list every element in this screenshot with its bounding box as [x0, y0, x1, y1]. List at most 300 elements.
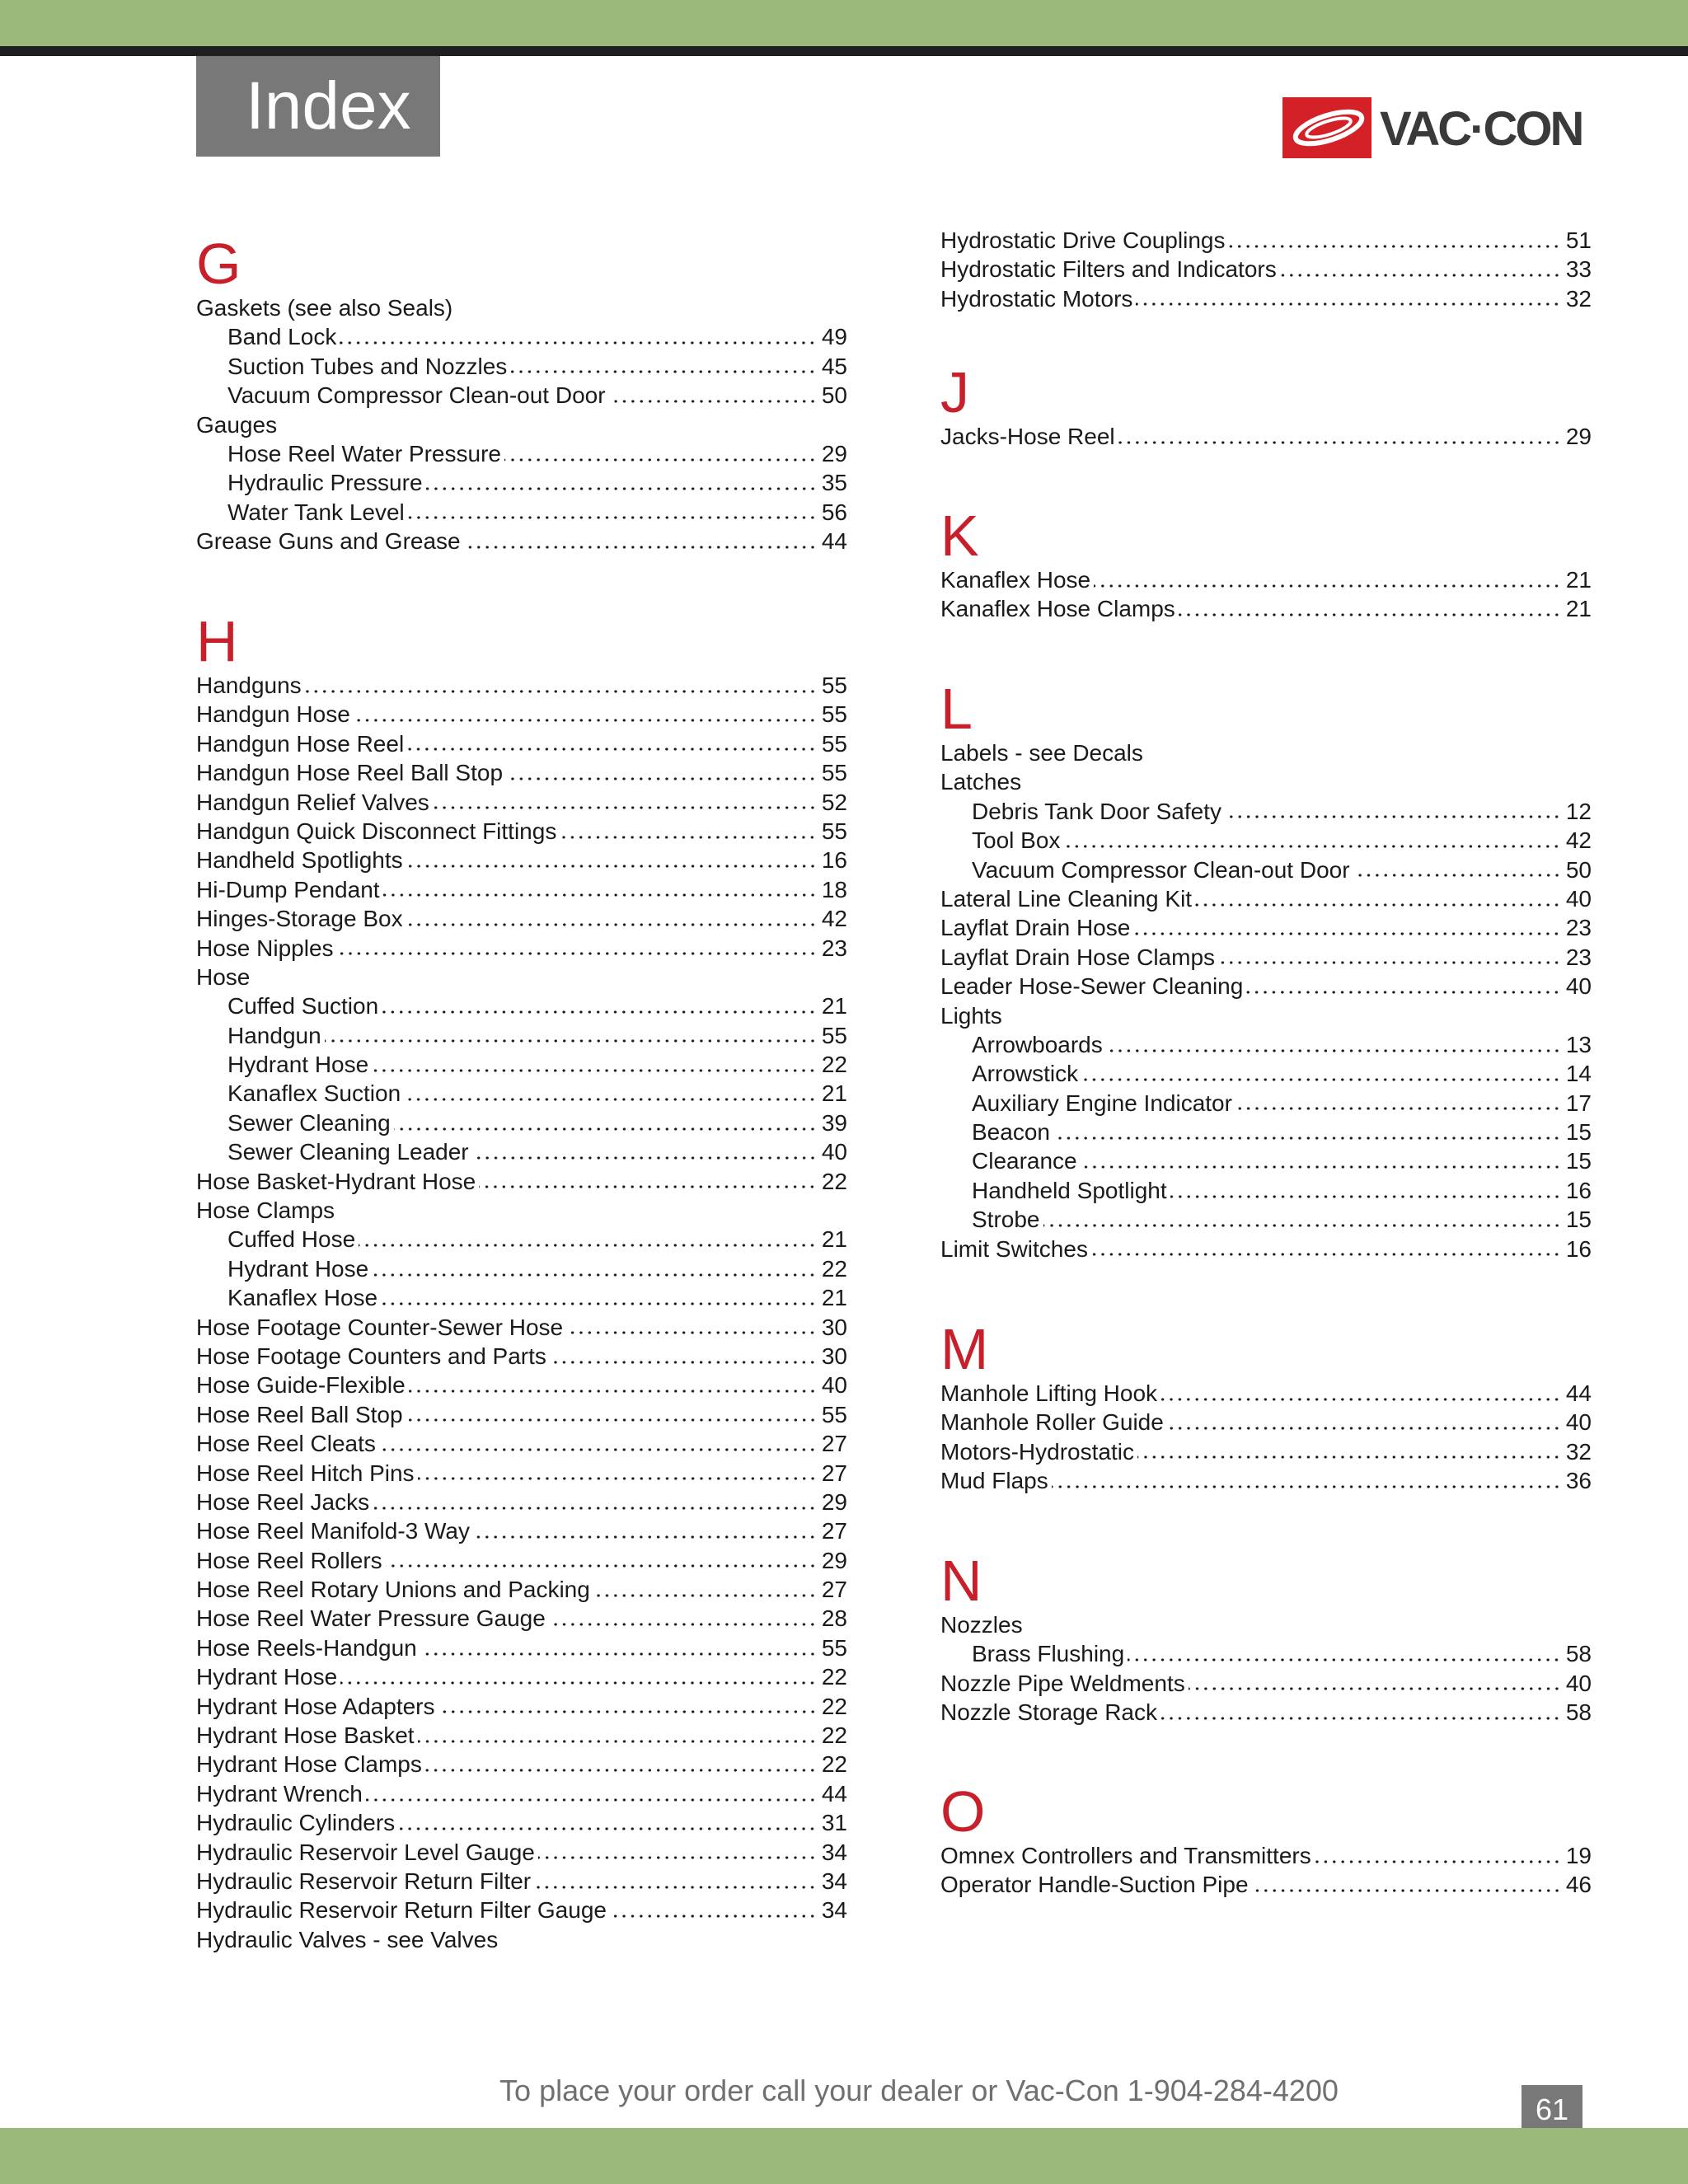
index-subentry [940, 1176, 1592, 1205]
entry-label: Lateral Line Cleaning Kit [940, 885, 1193, 912]
entry-label: Band Lock [227, 324, 337, 350]
dot-leader [1137, 1453, 1561, 1461]
entry-label: Hose Reels-Handgun [196, 1634, 417, 1661]
index-entry [940, 255, 1592, 284]
index-entry [940, 422, 1592, 451]
entry-page-number: 55 [821, 701, 847, 728]
index-entry [196, 1896, 847, 1924]
dot-leader [1280, 271, 1561, 279]
dot-leader [510, 368, 817, 376]
index-entry [196, 1662, 847, 1691]
entry-label: Debris Tank Door Safety [972, 798, 1221, 824]
index-subentry [196, 1050, 847, 1079]
dot-leader [373, 1504, 817, 1512]
entry-page-number: 22 [821, 1168, 847, 1194]
index-entry [196, 1516, 847, 1545]
entry-label: Hose Footage Counter-Sewer Hose [196, 1314, 564, 1340]
entry-page-number: 23 [1565, 944, 1592, 970]
entry-label: Kanaflex Hose [227, 1285, 378, 1311]
index-subentry [940, 826, 1592, 855]
dot-leader [354, 716, 817, 724]
dot-leader [425, 1766, 817, 1774]
dot-leader [1353, 871, 1561, 879]
section-letter: N [940, 1549, 982, 1613]
entry-label: Nozzle Storage Rack [940, 1699, 1158, 1726]
entry-page-number: 32 [1565, 1438, 1592, 1465]
entry-page-number: 16 [1565, 1235, 1592, 1262]
index-section [940, 504, 1592, 624]
dot-leader [418, 1737, 817, 1746]
index-entry [196, 875, 847, 904]
entry-label: Clearance [972, 1148, 1077, 1174]
index-entry [196, 1313, 847, 1342]
index-subentry [196, 468, 847, 497]
entry-page-number: 51 [1565, 227, 1592, 253]
dot-leader [337, 949, 817, 958]
entry-page-number: 32 [1565, 285, 1592, 312]
entry-page-number: 23 [1565, 915, 1592, 941]
entry-label: Mud Flaps [940, 1468, 1048, 1494]
dot-leader [1160, 1714, 1561, 1722]
dot-leader [426, 485, 817, 493]
dot-leader [1094, 582, 1561, 590]
entry-page-number: 55 [821, 818, 847, 844]
index-entry [940, 943, 1592, 972]
entry-page-number: 12 [1565, 798, 1592, 824]
index-entry [940, 767, 1592, 796]
page-title: Index [196, 56, 440, 157]
entry-page-number: 14 [1565, 1061, 1592, 1087]
entry-label: Hydrostatic Filters and Indicators [940, 256, 1277, 283]
entry-page-number: 34 [821, 1897, 847, 1924]
index-subentry [196, 439, 847, 468]
entry-label: Limit Switches [940, 1235, 1088, 1262]
entry-page-number: 30 [821, 1343, 847, 1369]
entry-label: Manhole Lifting Hook [940, 1380, 1158, 1406]
index-subentry [940, 1059, 1592, 1088]
entry-page-number: 40 [821, 1372, 847, 1399]
entry-label: Beacon [972, 1119, 1050, 1146]
dot-leader [1189, 1685, 1561, 1693]
dot-leader [1218, 958, 1561, 967]
index-entry [196, 1633, 847, 1662]
bottom-color-band [0, 2128, 1688, 2184]
dot-leader [610, 1912, 817, 1920]
entry-label: Labels - see Decals [940, 739, 1143, 766]
dot-leader [305, 687, 817, 696]
entry-page-number: 27 [821, 1460, 847, 1486]
dot-leader [1246, 988, 1561, 996]
index-subentry [940, 855, 1592, 884]
index-subentry [196, 991, 847, 1020]
entry-label: Hose [196, 963, 251, 990]
entry-label: Hi-Dump Pendant [196, 876, 380, 902]
entry-page-number: 23 [821, 935, 847, 961]
index-section [196, 232, 847, 556]
dot-leader [472, 1154, 817, 1162]
index-entry [196, 1838, 847, 1867]
entry-label: Hydrant Hose Basket [196, 1722, 415, 1749]
index-entry [196, 293, 847, 322]
index-entry [196, 846, 847, 874]
dot-leader [1053, 1134, 1561, 1142]
index-entry [940, 1870, 1592, 1899]
order-info: To place your order call your dealer or Vac-Con 1-904-284-4200 [499, 2074, 1339, 2107]
entry-label: Handgun Relief Valves [196, 789, 429, 815]
entry-page-number: 30 [821, 1314, 847, 1340]
entry-page-number: 58 [1565, 1699, 1592, 1726]
entry-page-number: 35 [821, 470, 847, 496]
dot-leader [406, 1416, 817, 1424]
index-section [940, 1780, 1592, 1900]
index-entry [196, 1692, 847, 1721]
entry-label: Gauges [196, 411, 278, 438]
entry-label: Omnex Controllers and Transmitters [940, 1842, 1311, 1868]
entry-label: Hose Reel Manifold-3 Way [196, 1518, 470, 1544]
index-entry [196, 963, 847, 991]
entry-page-number: 16 [821, 847, 847, 874]
dot-leader [394, 1125, 817, 1133]
entry-label: Hydrant Hose Clamps [196, 1751, 422, 1778]
index-entry [196, 1605, 847, 1633]
entry-page-number: 40 [1565, 1409, 1592, 1436]
entry-page-number: 49 [821, 324, 847, 350]
dot-leader [407, 745, 817, 753]
swoosh-logo-icon [1282, 97, 1373, 162]
entry-label: Suction Tubes and Nozzles [227, 353, 508, 379]
entry-label: Layflat Drain Hose [940, 915, 1131, 941]
entry-label: Kanaflex Suction [227, 1080, 401, 1107]
entry-page-number: 19 [1565, 1842, 1592, 1868]
index-entry [196, 1196, 847, 1225]
entry-label: Strobe [972, 1207, 1040, 1233]
dot-leader [534, 1883, 817, 1891]
dot-leader [1225, 813, 1561, 821]
entry-page-number: 15 [1565, 1207, 1592, 1233]
entry-page-number: 16 [1565, 1177, 1592, 1203]
index-entry [196, 1459, 847, 1488]
entry-label: Operator Handle-Suction Pipe [940, 1872, 1249, 1898]
index-subentry [940, 797, 1592, 826]
entry-page-number: 22 [821, 1693, 847, 1719]
entry-label: Hydrant Hose [227, 1255, 369, 1282]
index-entry [196, 1575, 847, 1604]
entry-page-number: 22 [821, 1751, 847, 1778]
dot-leader [406, 862, 817, 870]
index-subentry [196, 1283, 847, 1312]
section-letter: L [940, 677, 973, 741]
entry-page-number: 39 [821, 1109, 847, 1136]
entry-page-number: 58 [1565, 1641, 1592, 1667]
top-color-band [0, 0, 1688, 46]
index-subentry [196, 381, 847, 410]
dot-leader [340, 339, 817, 347]
entry-page-number: 46 [1565, 1872, 1592, 1898]
entry-page-number: 31 [821, 1810, 847, 1836]
index-entry [940, 1610, 1592, 1639]
dot-leader [473, 1533, 817, 1541]
dot-leader [325, 1037, 817, 1045]
entry-label: Auxiliary Engine Indicator [972, 1090, 1232, 1116]
entry-label: Cuffed Suction [227, 993, 379, 1019]
index-entry [196, 817, 847, 846]
entry-label: Kanaflex Hose [940, 566, 1091, 593]
entry-page-number: 44 [821, 528, 847, 555]
dot-leader [372, 1066, 817, 1075]
entry-label: Grease Guns and Grease [196, 528, 461, 555]
entry-page-number: 27 [821, 1577, 847, 1603]
dot-leader [1195, 901, 1561, 909]
entry-label: Hydrostatic Motors [940, 285, 1133, 312]
entry-label: Hose Reel Jacks [196, 1488, 370, 1515]
dot-leader [404, 1095, 817, 1104]
entry-label: Hose Clamps [196, 1197, 335, 1224]
entry-label: Hydrant Hose [196, 1664, 338, 1690]
entry-page-number: 21 [821, 1285, 847, 1311]
entry-page-number: 27 [821, 1431, 847, 1457]
index-subentry [196, 1079, 847, 1108]
entry-label: Hydraulic Reservoir Return Filter [196, 1868, 532, 1894]
entry-label: Lights [940, 1002, 1002, 1029]
dot-leader [418, 1474, 817, 1483]
dot-leader [1136, 300, 1560, 308]
entry-label: Handgun Hose Reel Ball Stop [196, 760, 504, 786]
logo-wordmark: VAC·CON [1380, 102, 1582, 156]
entry-label: Hydraulic Cylinders [196, 1810, 396, 1836]
entry-label: Leader Hose-Sewer Cleaning [940, 973, 1244, 1000]
dot-leader [1081, 1076, 1561, 1084]
entry-label: Jacks-Hose Reel [940, 423, 1115, 449]
entry-page-number: 17 [1565, 1090, 1592, 1116]
dot-leader [506, 775, 817, 783]
index-entry [196, 1925, 847, 1954]
dot-leader [549, 1620, 817, 1629]
entry-page-number: 34 [821, 1868, 847, 1894]
entry-label: Cuffed Hose [227, 1226, 356, 1253]
index-subentry [940, 1639, 1592, 1668]
index-entry [940, 1235, 1592, 1263]
dot-leader [381, 1300, 817, 1308]
index-entry [196, 1167, 847, 1196]
index-entry [940, 594, 1592, 623]
entry-page-number: 40 [1565, 1670, 1592, 1696]
entry-page-number: 50 [1565, 856, 1592, 883]
section-letter: O [940, 1779, 986, 1844]
dot-leader [420, 1650, 817, 1658]
index-entry [940, 1379, 1592, 1408]
dot-leader [408, 513, 817, 522]
section-letter: J [940, 360, 969, 424]
page-number: 61 [1522, 2085, 1582, 2131]
entry-label: Handheld Spotlights [196, 847, 403, 874]
entry-label: Motors-Hydrostatic [940, 1438, 1134, 1465]
entry-label: Handgun Hose [196, 701, 350, 728]
index-entry [196, 788, 847, 817]
dot-leader [406, 921, 817, 929]
index-entry [196, 1371, 847, 1399]
index-entry [940, 284, 1592, 313]
entry-page-number: 52 [821, 789, 847, 815]
entry-page-number: 15 [1565, 1148, 1592, 1174]
entry-label: Latches [940, 769, 1022, 795]
entry-page-number: 44 [821, 1780, 847, 1807]
entry-page-number: 44 [1565, 1380, 1592, 1406]
entry-page-number: 21 [821, 1226, 847, 1253]
index-entry [196, 1342, 847, 1371]
dot-leader [382, 1008, 817, 1016]
index-entry [196, 1721, 847, 1750]
entry-page-number: 22 [821, 1722, 847, 1749]
entry-label: Handgun Quick Disconnect Fittings [196, 818, 557, 844]
dot-leader [1252, 1886, 1561, 1895]
index-entry [196, 671, 847, 700]
entry-page-number: 15 [1565, 1119, 1592, 1146]
entry-label: Nozzle Pipe Weldments [940, 1670, 1185, 1696]
index-entry [196, 1488, 847, 1516]
index-entry [940, 972, 1592, 1001]
section-letter: M [940, 1317, 989, 1381]
dot-leader [438, 1708, 817, 1716]
index-subentry [196, 1254, 847, 1283]
dot-leader [433, 804, 817, 812]
dot-leader [1315, 1858, 1561, 1866]
entry-label: Hydraulic Reservoir Level Gauge [196, 1839, 535, 1865]
entry-label: Vacuum Compressor Clean-out Door [227, 382, 606, 409]
index-entry [196, 1546, 847, 1575]
index-entry [940, 226, 1592, 255]
entry-page-number: 42 [1565, 827, 1592, 854]
entry-label: Hose Footage Counters and Parts [196, 1343, 546, 1369]
entry-page-number: 29 [1565, 423, 1592, 449]
dot-leader [1160, 1395, 1561, 1404]
entry-label: Sewer Cleaning [227, 1109, 391, 1136]
top-rule [0, 46, 1688, 56]
entry-page-number: 55 [821, 1634, 847, 1661]
entry-page-number: 29 [821, 440, 847, 466]
index-subentry [196, 498, 847, 527]
index-entry [940, 1437, 1592, 1466]
index-subentry [940, 1118, 1592, 1146]
dot-leader [359, 1241, 817, 1249]
dot-leader [1106, 1047, 1561, 1055]
dot-leader [538, 1854, 817, 1862]
entry-label: Arrowboards [972, 1031, 1103, 1057]
entry-page-number: 42 [821, 906, 847, 932]
entry-label: Kanaflex Hose Clamps [940, 596, 1175, 622]
dot-leader [379, 1446, 817, 1454]
index-entry [196, 1429, 847, 1458]
dot-leader [609, 397, 817, 405]
dot-leader [372, 1271, 817, 1279]
index-subentry [940, 1146, 1592, 1175]
entry-label: Hose Guide-Flexible [196, 1372, 406, 1399]
index-section [940, 361, 1592, 451]
index-section [196, 610, 847, 1954]
entry-label: Handguns [196, 672, 302, 698]
dot-leader [1133, 930, 1561, 938]
index-section [940, 677, 1592, 1263]
index-entry [940, 884, 1592, 913]
entry-label: Water Tank Level [227, 499, 405, 525]
dot-leader [560, 833, 817, 841]
index-entry [196, 934, 847, 963]
dot-leader [1081, 1163, 1561, 1171]
dot-leader [1052, 1483, 1561, 1491]
entry-label: Hydraulic Reservoir Return Filter Gauge [196, 1897, 607, 1924]
entry-page-number: 29 [821, 1488, 847, 1515]
entry-label: Hose Reel Hitch Pins [196, 1460, 415, 1486]
index-entry [196, 1779, 847, 1808]
entry-page-number: 22 [821, 1052, 847, 1078]
index-entry [196, 410, 847, 439]
dot-leader [383, 891, 817, 899]
entry-label: Hydrant Wrench [196, 1780, 363, 1807]
entry-label: Hydrostatic Drive Couplings [940, 227, 1226, 253]
section-letter: G [196, 232, 241, 296]
dot-leader [386, 1562, 817, 1570]
index-entry [196, 904, 847, 933]
index-entry [196, 1400, 847, 1429]
entry-label: Vacuum Compressor Clean-out Door [972, 856, 1350, 883]
index-entry [196, 527, 847, 555]
entry-page-number: 34 [821, 1839, 847, 1865]
index-entry [940, 1698, 1592, 1727]
entry-label: Arrowstick [972, 1061, 1079, 1087]
index-entry [940, 913, 1592, 942]
entry-label: Hose Nipples [196, 935, 334, 961]
entry-page-number: 40 [821, 1139, 847, 1165]
index-section [940, 1549, 1592, 1727]
index-entry [196, 1867, 847, 1896]
entry-page-number: 55 [821, 1022, 847, 1048]
entry-page-number: 21 [1565, 566, 1592, 593]
entry-label: Hose Basket-Hydrant Hose [196, 1168, 476, 1194]
entry-page-number: 55 [821, 760, 847, 786]
index-entry [940, 1408, 1592, 1436]
index-subentry [196, 1137, 847, 1166]
dot-leader [504, 456, 817, 464]
dot-leader [1170, 1193, 1561, 1201]
dot-leader [409, 1387, 817, 1395]
entry-label: Hose Reel Rollers [196, 1547, 382, 1573]
index-subentry [196, 1021, 847, 1050]
dot-leader [340, 1679, 817, 1687]
dot-leader [1043, 1221, 1561, 1230]
entry-label: Manhole Roller Guide [940, 1409, 1164, 1436]
index-subentry [940, 1089, 1592, 1118]
entry-page-number: 56 [821, 499, 847, 525]
index-entry [196, 1808, 847, 1837]
entry-page-number: 55 [821, 1401, 847, 1427]
index-entry [940, 1001, 1592, 1030]
dot-leader [1091, 1250, 1561, 1258]
dot-leader [1118, 438, 1561, 447]
entry-label: Hinges-Storage Box [196, 906, 403, 932]
index-entry [940, 738, 1592, 767]
index-section [940, 226, 1592, 313]
entry-label: Hydrant Hose [227, 1052, 369, 1078]
entry-label: Hose Reel Cleats [196, 1431, 376, 1457]
entry-label: Hydraulic Pressure [227, 470, 423, 496]
entry-label: Tool Box [972, 827, 1061, 854]
entry-page-number: 22 [821, 1664, 847, 1690]
entry-page-number: 21 [1565, 596, 1592, 622]
dot-leader [1179, 611, 1561, 619]
entry-page-number: 21 [821, 1080, 847, 1107]
index-entry [196, 1750, 847, 1779]
dot-leader [566, 1329, 817, 1337]
index-entry [940, 1466, 1592, 1495]
